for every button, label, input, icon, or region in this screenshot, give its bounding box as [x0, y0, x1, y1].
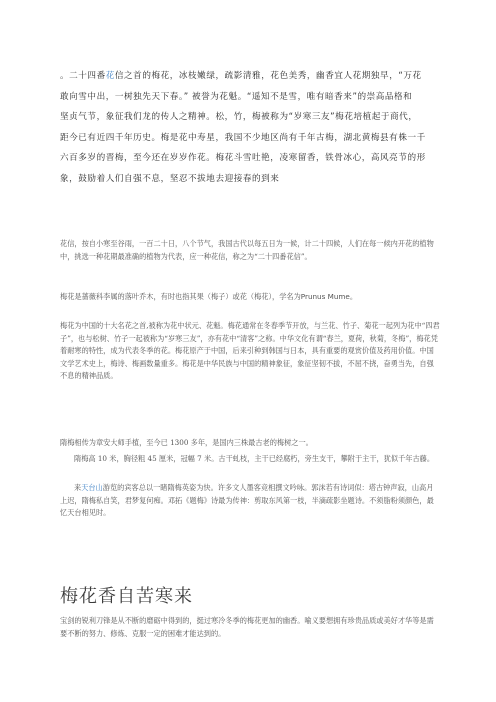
intro-line-1-text-b: 信之首的梅花，冰枝嫩绿，疏影清雅，花色美秀，幽香宜人花期独早，“万花: [114, 71, 422, 81]
sui-plum-text: 隋梅相传为章安大师手植，至今已 1300 多年，是国内三株最古老的梅树之一。: [60, 438, 313, 447]
sui-plum-size-text: 隋梅高 10 米，胸径粗 45 厘米，冠幅 7 米。古干虬枝，主干已经腐朽，旁生支干，攀附于主干，犹似千年古藤。: [74, 454, 435, 463]
intro-line-2: 敢向雪中出，一树独先天下春。” 被誉为花魁。“遥知不是雪，唯有暗香来”的崇高品格和: [60, 91, 413, 102]
poems-text-body: 游览的宾客总以一睹隋梅英姿为快。许多文人墨客竞相撰文吟咏。郭沫若有诗词似：塔古钟声寂，山高月上迟，隋梅私自笑，君梦复何痴。邓拓《题梅》诗最为传神：剪取东风第一枝，半滴疏影坐题诗。不须脂粉须颜色，最忆天台相见时。: [60, 483, 434, 518]
intro-line-4: 距今已有近四千年历史。梅是花中寿星，我国不少地区尚有千年古梅，湖北黄梅县有株一千: [60, 132, 426, 143]
intro-line-5: 六百多岁的晋梅，至今还在岁岁作花。梅花斗雪吐艳，凌寒留香，铁骨冰心，高风亮节的形: [60, 153, 426, 164]
poems-text-prefix: 来: [74, 483, 82, 492]
plum-definition-text-a: 梅花是蔷薇科李属的落叶乔木，有时也指其果（梅子）或花（梅花），学名为: [60, 292, 301, 301]
latin-name: Prunus Mume: [300, 292, 350, 301]
sui-plum-size-paragraph: [60, 453, 440, 466]
intro-line-6: 象，鼓励着人们自强不息，坚忍不拔地去迎接春的到来: [60, 173, 280, 184]
huaxin-paragraph: [60, 238, 440, 263]
poems-text: [60, 482, 440, 520]
plum-culture-text: 梅花为中国的十大名花之首,被称为花中状元、花魁。梅花通常在冬春季节开放，与兰花、竹子、菊花一起列为花中“四君子”，也与松树、竹子一起被称为“岁寒三友”，亦有花中“清客”之称。中华文化有谓“春兰，夏荷，秋菊，冬梅”，梅花凭着耐寒的特性，成为代表冬季的花。梅花原产于中国，后来引种到韩国与日本，具有重要的观赏价值及药用价值。中国文学艺术史上，梅诗、梅画数量重多。梅花是中华民族与中国的精神象征，象征坚韧不拔，不屈不挠，奋勇当先，自强不息的精神品质。: [60, 321, 440, 381]
closing-paragraph: [60, 615, 440, 640]
section-heading: 梅花香自苦寒来: [60, 586, 193, 607]
plum-culture-paragraph: [60, 320, 440, 383]
intro-line-1-text-a: 。二十四番: [60, 71, 106, 81]
huaxin-text: 花信，按自小寒至谷雨，一百二十日，八个节气，我国古代以每五日为一候，计二十四候，人们在每一候内开花的植物中，挑选一种花期最准确的植物为代表，应一种花信，称之为“二十四番花信”。: [60, 239, 434, 261]
plum-definition-text: [60, 291, 440, 304]
sui-plum-paragraph: [60, 437, 440, 450]
flower-link[interactable]: 花: [105, 71, 115, 81]
intro-line-1: [60, 66, 440, 87]
intro-paragraph: [60, 66, 440, 190]
plum-definition-text-b: 。: [349, 292, 358, 301]
plum-definition-paragraph: [60, 291, 440, 304]
closing-text: 宝剑的锐利刀锋是从不断的磨砺中得到的，挺过寒冷冬季的梅花更加的幽香。喻义要想拥有珍贵品质或美好才华等是需要不断的努力、修炼、克服一定的困难才能达到的。: [60, 616, 434, 638]
intro-line-3: 坚贞气节，象征我们龙的传人之精神。松，竹，梅被称为“岁寒三友”梅花培植起于商代，: [60, 112, 418, 123]
tiantai-link[interactable]: 天台山: [81, 483, 103, 492]
poems-paragraph: [60, 482, 440, 520]
